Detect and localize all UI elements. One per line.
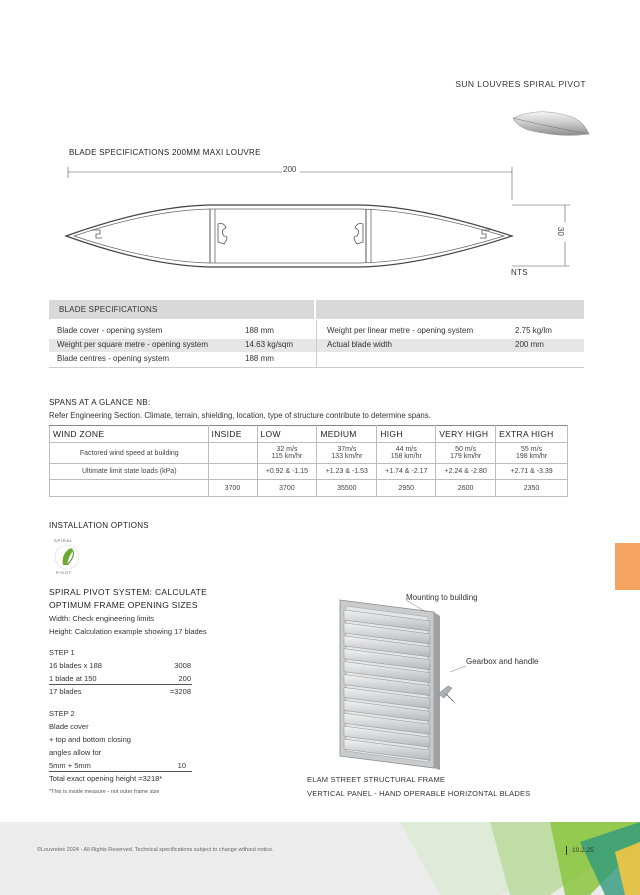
step2-sum-rule bbox=[49, 771, 192, 772]
col-low: LOW bbox=[257, 426, 317, 443]
table-cell: +1.23 & -1.53 bbox=[317, 464, 377, 480]
col-medium: MEDIUM bbox=[317, 426, 377, 443]
table-cell: 50 m/s 179 km/hr bbox=[436, 443, 496, 464]
spec-label: Actual blade width bbox=[327, 340, 392, 349]
spec-value: 14.63 kg/sqm bbox=[245, 340, 294, 349]
table-cell: 2600 bbox=[436, 480, 496, 497]
step2-footnote: *This is inside measure - not outer frame size bbox=[49, 789, 160, 795]
step1-label: STEP 1 bbox=[49, 648, 75, 657]
table-cell: 2950 bbox=[377, 480, 436, 497]
spans-title: SPANS AT A GLANCE NB: bbox=[49, 398, 151, 407]
spec-value: 188 mm bbox=[245, 326, 274, 335]
step1-row bbox=[49, 687, 191, 696]
scale-note: NTS bbox=[511, 268, 528, 277]
step2-row bbox=[49, 761, 186, 770]
table-cell: 32 m/s 115 km/hr bbox=[257, 443, 317, 464]
louvre-blades bbox=[344, 610, 430, 760]
panel-caption-line2: VERTICAL PANEL - HAND OPERABLE HORIZONTAL BLADES bbox=[307, 789, 531, 798]
blade-spec-header-right bbox=[316, 300, 584, 319]
step1-row-value: 200 bbox=[178, 674, 191, 683]
spans-note: Refer Engineering Section. Climate, terrain, shielding, location, type of structure contribute to determine spans. bbox=[49, 411, 431, 420]
table-cell: 44 m/s 158 km/hr bbox=[377, 443, 436, 464]
installation-title: INSTALLATION OPTIONS bbox=[49, 521, 149, 530]
spec-label: Blade cover - opening system bbox=[57, 326, 163, 335]
calc-height-note: Height: Calculation example showing 17 blades bbox=[49, 627, 207, 636]
blade-diagram-title: BLADE SPECIFICATIONS 200MM MAXI LOUVRE bbox=[69, 148, 261, 157]
label-gearbox: Gearbox and handle bbox=[466, 657, 539, 666]
logo-text-top: SPIRAL bbox=[54, 538, 74, 543]
spans-table bbox=[49, 425, 568, 497]
logo-text-bottom: PIVOT bbox=[56, 570, 73, 575]
spec-bottom-rule bbox=[49, 367, 584, 368]
col-very-high: VERY HIGH bbox=[436, 426, 496, 443]
blade-spec-header: BLADE SPECIFICATIONS bbox=[49, 300, 314, 319]
step2-line: angles allow for bbox=[49, 748, 102, 757]
step1-row-label: 1 blade at 150 bbox=[49, 674, 97, 683]
step1-row bbox=[49, 674, 191, 683]
spec-value: 2.75 kg/lm bbox=[515, 326, 552, 335]
col-high: HIGH bbox=[377, 426, 436, 443]
footer-copyright: ©Louvretec 2024 - All Rights Reserved. Technical specifications subject to change without notice. bbox=[37, 847, 274, 853]
calc-title-line2: OPTIMUM FRAME OPENING SIZES bbox=[49, 600, 198, 610]
table-cell: 55 m/s 198 km/hr bbox=[496, 443, 568, 464]
spec-label: Weight per linear metre - opening system bbox=[327, 326, 474, 335]
spec-divider bbox=[316, 320, 317, 368]
panel-caption-line1: ELAM STREET STRUCTURAL FRAME bbox=[307, 775, 446, 784]
table-row bbox=[50, 464, 568, 480]
row-label: Factored wind speed at building bbox=[50, 443, 209, 464]
footer-decoration bbox=[380, 822, 640, 895]
table-cell: 2350 bbox=[496, 480, 568, 497]
table-cell: 35500 bbox=[317, 480, 377, 497]
blade-height-label: 30 bbox=[555, 227, 565, 236]
table-cell: +2.71 & -3.39 bbox=[496, 464, 568, 480]
step1-row-value: 3008 bbox=[174, 661, 191, 670]
spec-value: 188 mm bbox=[245, 354, 274, 363]
step2-row-label: 5mm + 5mm bbox=[49, 761, 91, 770]
step2-line: + top and bottom closing bbox=[49, 735, 131, 744]
col-inside: INSIDE bbox=[208, 426, 257, 443]
step2-line: Blade cover bbox=[49, 722, 89, 731]
blade-profile-diagram bbox=[60, 162, 580, 282]
calc-width-note: Width: Check engineering limits bbox=[49, 614, 155, 623]
row-label bbox=[50, 480, 209, 497]
blade-thumbnail-image bbox=[510, 108, 592, 142]
calc-title-line1: SPIRAL PIVOT SYSTEM: CALCULATE bbox=[49, 587, 208, 597]
table-cell bbox=[208, 464, 257, 480]
table-cell: +0.92 & -1.15 bbox=[257, 464, 317, 480]
table-cell: 3700 bbox=[257, 480, 317, 497]
col-wind-zone: WIND ZONE bbox=[50, 426, 209, 443]
step2-label: STEP 2 bbox=[49, 709, 75, 718]
table-cell: +1.74 & -2.17 bbox=[377, 464, 436, 480]
blade-width-label: 200 bbox=[283, 165, 297, 174]
table-cell: 37m/s 133 km/hr bbox=[317, 443, 377, 464]
table-row bbox=[50, 480, 568, 497]
step2-row-value: 10 bbox=[177, 761, 186, 770]
page-number: 10.2.25 bbox=[572, 847, 594, 854]
step1-row-value: =3208 bbox=[169, 687, 191, 696]
footer-divider bbox=[566, 846, 567, 855]
louvre-panel-illustration bbox=[330, 590, 470, 770]
section-tab-marker bbox=[615, 543, 640, 590]
table-row bbox=[50, 443, 568, 464]
step1-row-label: 17 blades bbox=[49, 687, 82, 696]
spec-label: Blade centres - opening system bbox=[57, 354, 170, 363]
table-cell: +2.24 & -2.80 bbox=[436, 464, 496, 480]
col-extra-high: EXTRA HIGH bbox=[496, 426, 568, 443]
page-header-title: SUN LOUVRES SPIRAL PIVOT bbox=[455, 79, 586, 89]
spans-header-row bbox=[50, 426, 568, 443]
step1-row bbox=[49, 661, 191, 670]
spiral-pivot-logo bbox=[49, 537, 85, 577]
spec-value: 200 mm bbox=[515, 340, 544, 349]
table-cell bbox=[208, 443, 257, 464]
label-mounting: Mounting to building bbox=[406, 593, 478, 602]
step1-row-label: 16 blades x 188 bbox=[49, 661, 102, 670]
spec-label: Weight per square metre - opening system bbox=[57, 340, 209, 349]
table-cell: 3700 bbox=[208, 480, 257, 497]
step1-sum-rule bbox=[49, 684, 192, 685]
row-label: Ultimate limit state loads (kPa) bbox=[50, 464, 209, 480]
step2-total: Total exact opening height =3218* bbox=[49, 774, 163, 783]
